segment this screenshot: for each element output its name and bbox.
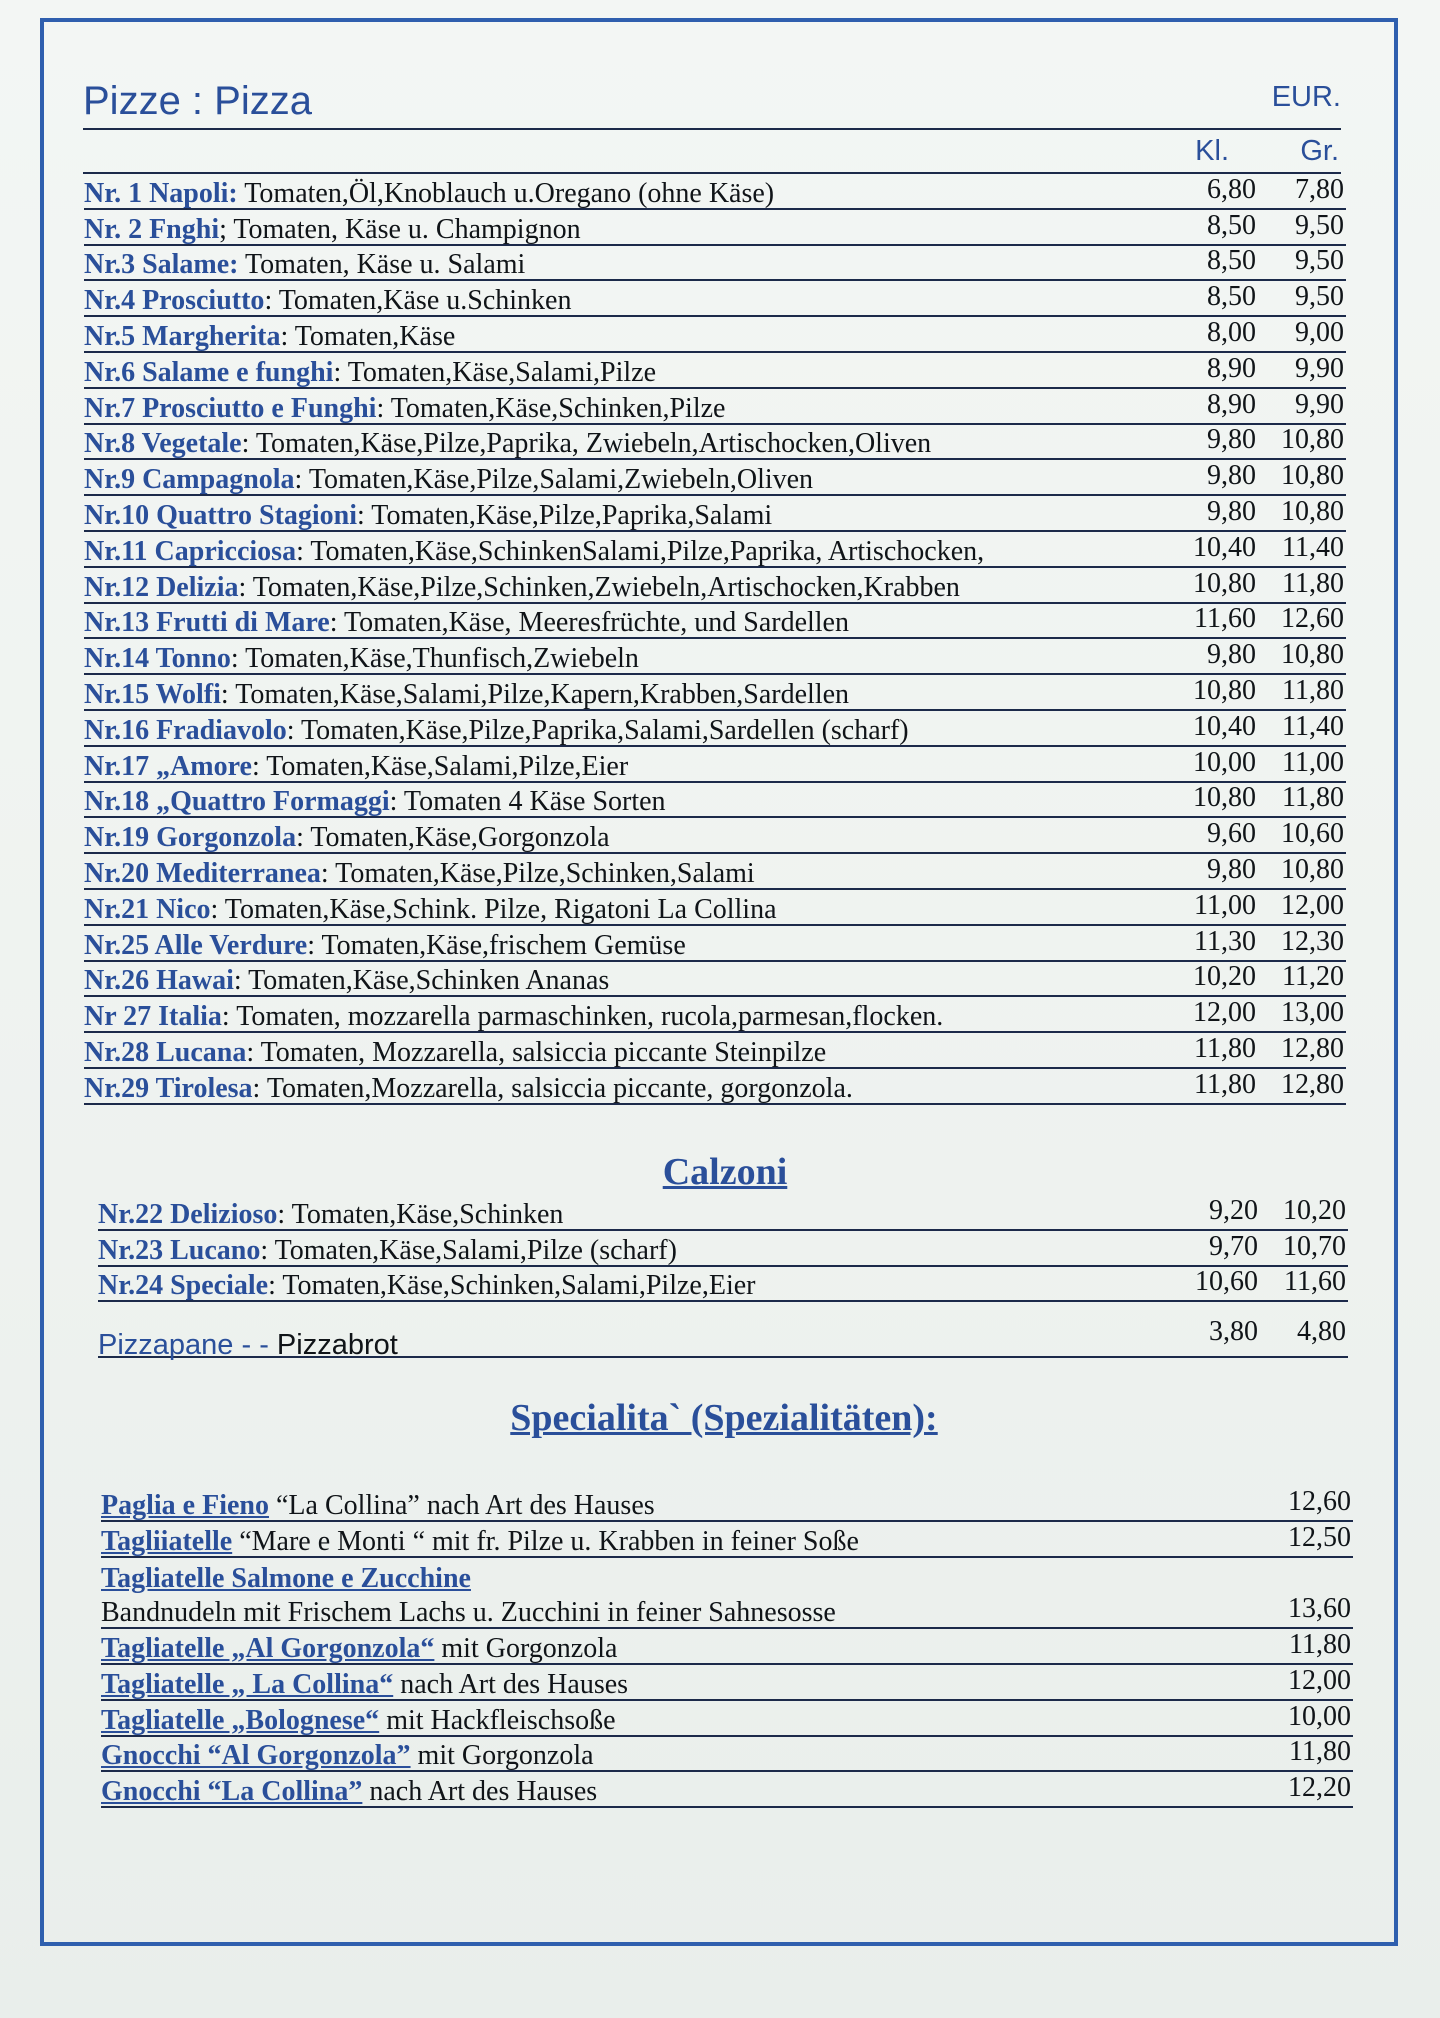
item-label	[84, 1071, 853, 1107]
price-small: 9,80	[1207, 460, 1256, 492]
price-small: 8,50	[1207, 281, 1256, 313]
price-large: 12,80	[1281, 1032, 1344, 1064]
item-name: Nr.13 Frutti di Mare	[84, 607, 330, 639]
price-large: 7,80	[1295, 173, 1344, 205]
price-large: 11,60	[1284, 1266, 1346, 1298]
price: 11,80	[1289, 1628, 1351, 1660]
price-small: 11,60	[1194, 603, 1256, 635]
item-description: “Mare e Monti “ mit fr. Pilze u. Krabben in feiner Soße	[232, 1525, 859, 1557]
calzone-row	[98, 1267, 1348, 1303]
item-name: Nr.12 Delizia	[84, 571, 239, 603]
item-label	[84, 498, 772, 534]
price: 11,80	[1289, 1736, 1351, 1768]
item-ingredients: : Tomaten,Käse,Schinken,Pilze	[376, 392, 726, 424]
price: 12,50	[1288, 1521, 1351, 1553]
pizza-header	[83, 62, 1341, 130]
item-name: Nr. 1 Napoli:	[84, 177, 238, 209]
item-ingredients: : Tomaten,Käse,Thunfisch,Zwiebeln	[230, 643, 639, 675]
item-label	[84, 247, 525, 283]
specialita-row	[101, 1629, 1353, 1665]
price-small: 8,50	[1207, 209, 1256, 241]
item-name: Nr.28 Lucana	[84, 1036, 247, 1068]
item-ingredients: : Tomaten,Käse,Pilze,Schinken,Zwiebeln,Artischocken,Krabben	[238, 571, 960, 603]
price-large: 10,20	[1283, 1194, 1346, 1226]
price: 12,00	[1288, 1664, 1351, 1696]
pizza-row	[84, 210, 1346, 246]
item-ingredients: : Tomaten, Mozzarella, salsiccia piccante Steinpilze	[246, 1036, 827, 1068]
price-small: 12,00	[1193, 997, 1256, 1029]
pizza-row	[84, 997, 1346, 1033]
item-name: Nr.6 Salame e funghi	[84, 356, 334, 388]
price-small: 9,80	[1207, 639, 1256, 671]
item-ingredients: : Tomaten,Käse,Salami,Pilze,Kapern,Krabben,Sardellen	[220, 678, 850, 710]
price-large: 10,80	[1281, 853, 1344, 885]
specialita-row	[101, 1737, 1353, 1773]
item-ingredients: : Tomaten,Mozzarella, salsiccia piccante, gorgonzola.	[252, 1072, 853, 1104]
price: 12,20	[1288, 1772, 1351, 1804]
item-ingredients: : Tomaten 4 Käse Sorten	[389, 786, 666, 818]
item-name: Nr.16 Fradiavolo	[84, 714, 287, 746]
pizza-row	[84, 568, 1346, 604]
item-ingredients: : Tomaten,Käse	[280, 320, 456, 352]
pizza-row	[84, 783, 1346, 819]
item-label	[84, 963, 609, 999]
item-label	[84, 319, 455, 355]
price-large: 9,50	[1295, 245, 1344, 277]
item-name: Nr.14 Tonno	[84, 643, 231, 675]
item-name: Nr.22 Delizioso	[98, 1198, 278, 1230]
specialita-row	[101, 1593, 1353, 1629]
item-ingredients: : Tomaten,Käse,Pilze,Salami,Zwiebeln,Oliven	[294, 464, 814, 496]
item-label	[84, 749, 628, 785]
calzoni-list	[98, 1195, 1348, 1302]
price-small: 8,90	[1207, 388, 1256, 420]
price-small: 9,80	[1207, 853, 1256, 885]
pizza-row	[84, 1033, 1346, 1069]
pizzapane-label: Pizzapane - - Pizzabrot	[98, 1329, 398, 1361]
price-large: 10,70	[1283, 1230, 1346, 1262]
pizza-row	[84, 818, 1346, 854]
item-name: Nr. 2 Fnghi	[84, 213, 220, 245]
item-name: Nr.5 Margherita	[84, 320, 281, 352]
pizza-section-title: Pizze : Pizza	[83, 79, 312, 123]
item-label	[101, 1703, 616, 1739]
item-label	[101, 1488, 655, 1524]
price-small: 6,80	[1207, 173, 1256, 205]
item-description: Bandnudeln mit Frischem Lachs u. Zucchini in feiner Sahnesosse	[101, 1597, 836, 1629]
item-name: Paglia e Fieno	[101, 1489, 269, 1521]
item-ingredients: : Tomaten,Käse,Pilze,Paprika,Salami,Sardellen (scharf)	[286, 714, 909, 746]
item-label	[84, 570, 960, 606]
price-small: 10,20	[1193, 961, 1256, 993]
item-name: Nr.21 Nico	[84, 893, 211, 925]
size-large-label: Gr.	[1300, 135, 1339, 167]
price-small: 9,60	[1207, 818, 1256, 850]
item-name: Nr.17 „Amore	[84, 750, 252, 782]
item-label	[98, 1197, 563, 1233]
price-small: 9,80	[1207, 424, 1256, 456]
price-small: 10,00	[1193, 746, 1256, 778]
item-label	[84, 820, 610, 856]
item-label	[84, 999, 943, 1035]
item-description: “La Collina” nach Art des Hauses	[268, 1489, 655, 1521]
price-small: 8,50	[1207, 245, 1256, 277]
item-ingredients: : Tomaten,Käse,Schinken,Salami,Pilze,Eier	[268, 1270, 756, 1302]
price-large: 9,50	[1295, 281, 1344, 313]
price-large: 13,00	[1281, 997, 1344, 1029]
pizza-row	[84, 675, 1346, 711]
item-label	[84, 641, 639, 677]
price: 12,60	[1288, 1485, 1351, 1517]
price-large: 11,80	[1282, 674, 1344, 706]
item-label	[84, 355, 656, 391]
price-large: 12,30	[1281, 925, 1344, 957]
item-ingredients: : Tomaten,Käse,Schinken	[277, 1198, 564, 1230]
item-ingredients: : Tomaten,Käse,Salami,Pilze,Eier	[251, 750, 629, 782]
calzone-row	[98, 1195, 1348, 1231]
item-description: mit Gorgonzola	[410, 1740, 594, 1772]
price-small: 11,80	[1194, 1032, 1256, 1064]
item-name: Nr.24 Speciale	[98, 1270, 269, 1302]
pizza-row	[84, 353, 1346, 389]
specialita-row	[101, 1665, 1353, 1701]
item-label	[101, 1738, 594, 1774]
pizza-row	[84, 711, 1346, 747]
item-label	[101, 1774, 597, 1810]
specialita-row	[101, 1558, 1353, 1594]
price-small: 10,80	[1193, 782, 1256, 814]
calzone-row	[98, 1231, 1348, 1267]
price-large: 9,00	[1295, 316, 1344, 348]
item-ingredients: Tomaten, Käse u. Salami	[238, 249, 526, 281]
item-ingredients: : Tomaten,Käse,frischem Gemüse	[307, 929, 686, 961]
item-ingredients: : Tomaten,Käse,Pilze,Paprika, Zwiebeln,Artischocken,Oliven	[241, 428, 932, 460]
item-label	[84, 856, 755, 892]
price-large: 12,00	[1281, 889, 1344, 921]
price-small: 10,40	[1193, 531, 1256, 563]
pizza-row	[84, 926, 1346, 962]
size-small-label: Kl.	[1195, 135, 1229, 167]
item-name: Nr.11 Capricciosa	[84, 535, 297, 567]
pizza-row	[84, 496, 1346, 532]
price-large: 10,60	[1281, 818, 1344, 850]
item-name: Tagliatelle „Bolognese“	[101, 1704, 380, 1736]
calzoni-title: Calzoni	[662, 1151, 788, 1193]
item-label	[84, 677, 849, 713]
item-description: nach Art des Hauses	[362, 1776, 598, 1808]
item-ingredients: : Tomaten,Käse,Schink. Pilze, Rigatoni La Collina	[210, 893, 777, 925]
item-name: Nr.29 Tirolesa	[84, 1072, 253, 1104]
price-small: 9,80	[1207, 495, 1256, 527]
pizza-row	[84, 174, 1346, 210]
item-label	[84, 605, 849, 641]
item-name: Nr.8 Vegetale	[84, 428, 242, 460]
specialita-list	[101, 1486, 1353, 1808]
item-name: Tagliatelle „ La Collina“	[101, 1668, 394, 1700]
price-small: 10,80	[1193, 567, 1256, 599]
specialita-row	[101, 1701, 1353, 1737]
pizza-row	[84, 460, 1346, 496]
price-large: 11,40	[1282, 710, 1344, 742]
price-large: 11,20	[1282, 961, 1344, 993]
item-label	[84, 713, 909, 749]
item-ingredients: Tomaten,Öl,Knoblauch u.Oregano (ohne Käse)	[237, 177, 775, 209]
price-small: 10,80	[1193, 674, 1256, 706]
item-ingredients: : Tomaten,Käse u.Schinken	[264, 285, 572, 317]
item-label	[98, 1233, 677, 1269]
specialita-title: Specialita` (Spezialitäten):	[510, 1397, 938, 1439]
item-ingredients: ; Tomaten, Käse u. Champignon	[219, 213, 581, 245]
pizza-row	[84, 532, 1346, 568]
item-label	[101, 1667, 628, 1703]
item-name: Nr.25 Alle Verdure	[84, 929, 308, 961]
price-small: 8,90	[1207, 352, 1256, 384]
item-description: mit Hackfleischsoße	[379, 1704, 616, 1736]
pizza-row	[84, 425, 1346, 461]
item-label	[84, 1035, 826, 1071]
item-name: Nr.20 Mediterranea	[84, 857, 321, 889]
pizza-row	[84, 281, 1346, 317]
item-label	[101, 1595, 836, 1631]
pizza-row	[84, 389, 1346, 425]
item-label	[84, 892, 777, 928]
item-name: Tagliatelle „Al Gorgonzola“	[101, 1632, 435, 1664]
price-small: 9,70	[1209, 1230, 1258, 1262]
pizza-row	[84, 747, 1346, 783]
pizza-row	[84, 604, 1346, 640]
item-name: Nr.23 Lucano	[98, 1234, 261, 1266]
item-ingredients: : Tomaten,Käse,Schinken Ananas	[233, 965, 610, 997]
item-label	[84, 784, 666, 820]
item-name: Tagliiatelle	[101, 1525, 233, 1557]
price-small: 10,40	[1193, 710, 1256, 742]
item-label	[84, 426, 931, 462]
specialita-row	[101, 1486, 1353, 1522]
item-label	[98, 1268, 755, 1304]
specialita-row	[101, 1772, 1353, 1808]
pizza-list	[84, 174, 1346, 1105]
pizzapane-price-large: 4,80	[1297, 1316, 1346, 1347]
item-name: Nr.15 Wolfi	[84, 678, 221, 710]
pizzapane-row	[98, 1310, 1348, 1361]
price-large: 10,80	[1281, 495, 1344, 527]
item-ingredients: : Tomaten,Käse,SchinkenSalami,Pilze,Paprika, Artischocken,	[296, 535, 985, 567]
item-name: Nr.19 Gorgonzola	[84, 822, 297, 854]
price-large: 11,00	[1282, 746, 1344, 778]
price-large: 12,60	[1281, 603, 1344, 635]
price-small: 11,00	[1194, 889, 1256, 921]
item-label	[84, 212, 581, 248]
item-label	[84, 462, 813, 498]
pizza-row	[84, 317, 1346, 353]
price-large: 10,80	[1281, 639, 1344, 671]
pizza-row	[84, 854, 1346, 890]
item-label	[84, 391, 725, 427]
item-name: Nr.10 Quattro Stagioni	[84, 499, 358, 531]
item-name: Nr.18 „Quattro Formaggi	[84, 786, 390, 818]
item-label	[101, 1524, 859, 1560]
pizza-row	[84, 639, 1346, 675]
item-label	[84, 176, 774, 212]
item-description: mit Gorgonzola	[434, 1632, 618, 1664]
item-ingredients: : Tomaten, mozzarella parmaschinken, rucola,parmesan,flocken.	[221, 1001, 944, 1033]
price-small: 9,20	[1209, 1194, 1258, 1226]
item-name: Gnocchi “La Collina”	[101, 1776, 363, 1808]
price-large: 9,90	[1295, 388, 1344, 420]
price: 10,00	[1288, 1700, 1351, 1732]
price-large: 10,80	[1281, 460, 1344, 492]
item-ingredients: : Tomaten,Käse,Gorgonzola	[296, 822, 610, 854]
pizzapane-price-small: 3,80	[1209, 1316, 1258, 1347]
item-label	[101, 1561, 471, 1597]
item-ingredients: : Tomaten,Käse,Salami,Pilze (scharf)	[260, 1234, 677, 1266]
item-name: Nr 27 Italia	[84, 1001, 222, 1033]
item-name: Nr.7 Prosciutto e Funghi	[84, 392, 377, 424]
price-large: 11,80	[1282, 782, 1344, 814]
item-ingredients: : Tomaten,Käse,Salami,Pilze	[333, 356, 656, 388]
pizza-row	[84, 1069, 1346, 1105]
price-small: 8,00	[1207, 316, 1256, 348]
item-ingredients: : Tomaten,Käse, Meeresfrüchte, und Sardellen	[329, 607, 849, 639]
item-name: Tagliatelle Salmone e Zucchine	[101, 1563, 471, 1595]
pizza-row	[84, 890, 1346, 926]
item-ingredients: : Tomaten,Käse,Pilze,Paprika,Salami	[357, 499, 773, 531]
item-label	[84, 928, 686, 964]
currency-label: EUR.	[1271, 81, 1341, 113]
item-name: Nr.4 Prosciutto	[84, 285, 265, 317]
price-large: 11,80	[1282, 567, 1344, 599]
price-large: 11,40	[1282, 531, 1344, 563]
price-large: 9,90	[1295, 352, 1344, 384]
item-name: Nr.9 Campagnola	[84, 464, 295, 496]
item-name: Gnocchi “Al Gorgonzola”	[101, 1740, 411, 1772]
price-small: 11,30	[1194, 925, 1256, 957]
price-large: 12,80	[1281, 1068, 1344, 1100]
pizza-row	[84, 962, 1346, 998]
price-small: 11,80	[1194, 1068, 1256, 1100]
item-name: Nr.26 Hawai	[84, 965, 234, 997]
price: 13,60	[1288, 1593, 1351, 1625]
item-description: nach Art des Hauses	[393, 1668, 629, 1700]
size-header	[83, 128, 1341, 174]
item-name: Nr.3 Salame:	[84, 249, 239, 281]
item-label	[84, 283, 571, 319]
item-label	[84, 534, 984, 570]
pizza-row	[84, 246, 1346, 282]
price-large: 10,80	[1281, 424, 1344, 456]
item-ingredients: : Tomaten,Käse,Pilze,Schinken,Salami	[320, 857, 755, 889]
specialita-row	[101, 1522, 1353, 1558]
price-small: 10,60	[1195, 1266, 1258, 1298]
item-label	[101, 1631, 617, 1667]
price-large: 9,50	[1295, 209, 1344, 241]
